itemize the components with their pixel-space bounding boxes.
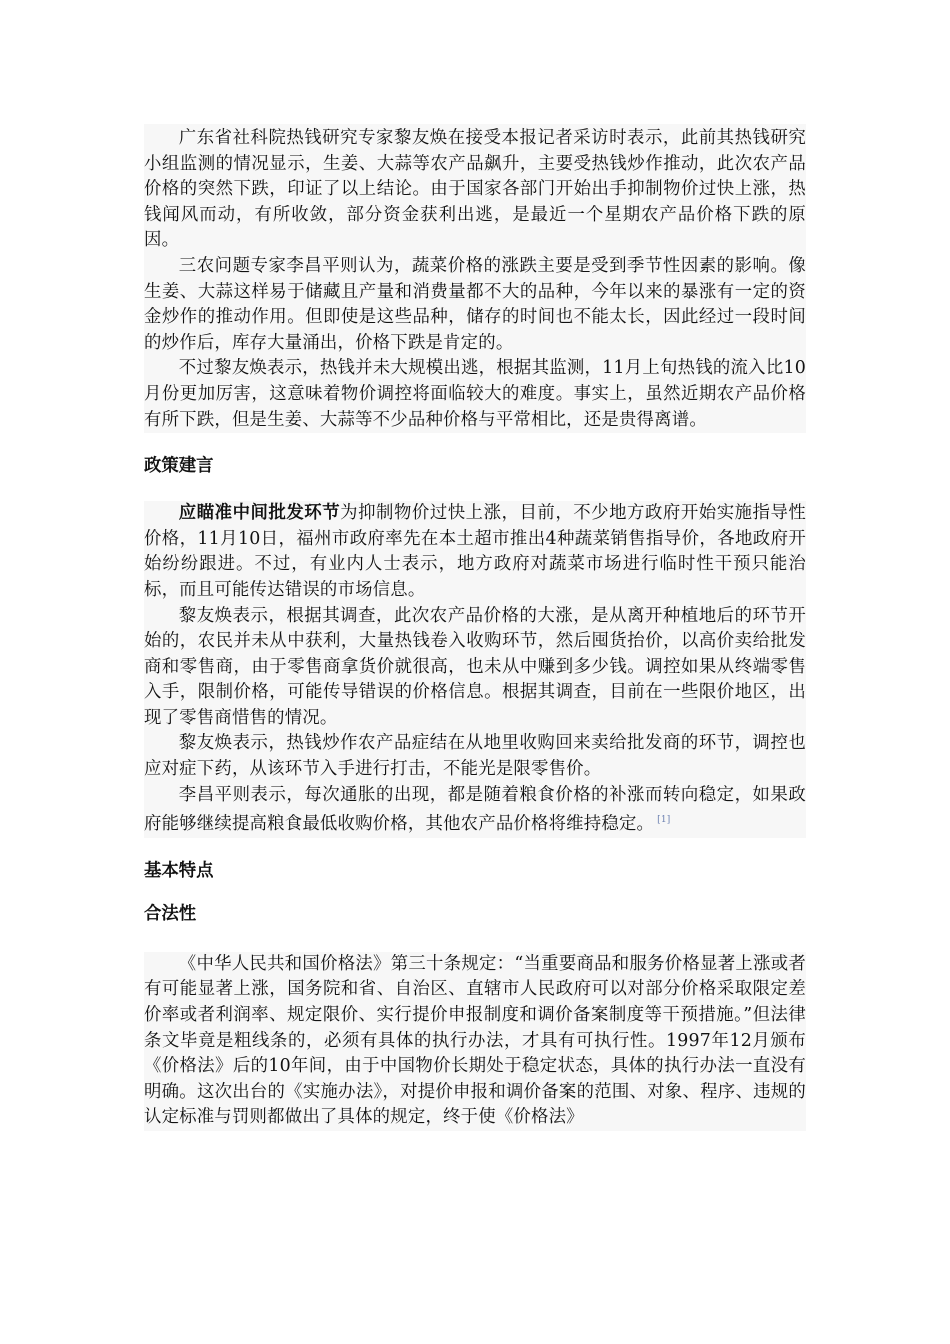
subsection-heading-legality: 合法性 (144, 903, 197, 924)
section-heading-policy: 政策建言 (144, 456, 214, 477)
paragraph: 黎友焕表示，热钱炒作农产品症结在从地里收购回来卖给批发商的环节，调控也应对症下药，从该环节入手进行打击，不能光是限零售价。 (144, 733, 806, 780)
paragraph: 《中华人民共和国价格法》第三十条规定：“当重要商品和服务价格显著上涨或者有可能显著上涨，国务院和省、自治区、直辖市人民政府可以对部分价格采取限定差价率或者利润率、规定限价、实行提价申报制度和调价备案制度等干预措施。”但法律条文毕竟是粗线条的，必须有具体的执行办法，才具有可执行性。1997年12月颁布《价格法》后的10年间，由于中国物价长期处于稳定状态，具体的执行办法一直没有明确。这次出台的《实施办法》，对提价申报和调价备案的范围、对象、程序、违规的认定标准与罚则都做出了具体的规定，终于使《价格法》 (144, 953, 806, 1128)
paragraph-text: 李昌平则表示，每次通胀的出现，都是随着粮食价格的补涨而转向稳定，如果政府能够继续提高粮食最低收购价格，其他农产品价格将维持稳定。 (144, 784, 806, 835)
paragraph (144, 501, 806, 603)
paragraph: 黎友焕表示，根据其调查，此次农产品价格的大涨，是从离开种植地后的环节开始的，农民并未从中获利，大量热钱卷入收购环节，然后囤货抬价，以高价卖给批发商和零售商，由于零售商拿货价就很高，也未从中赚到多少钱。调控如果从终端零售入手，限制价格，可能传导错误的价格信息。根据其调查，目前在一些限价地区，出现了零售商惜售的情况。 (144, 605, 806, 728)
section-legality (144, 952, 806, 1131)
paragraph-text: 为抑制物价过快上涨，目前，不少地方政府开始实施指导性价格，11月10日，福州市政府率先在本土超市推出4种蔬菜销售指导价，各地政府开始纷纷跟进。不过，有业内人士表示，地方政府对蔬菜市场进行临时性干预只能治标，而且可能传达错误的市场信息。 (144, 503, 806, 600)
document-page (144, 124, 806, 1131)
paragraph (144, 783, 806, 838)
paragraph: 三农问题专家李昌平则认为，蔬菜价格的涨跌主要是受到季节性因素的影响。像生姜、大蒜这样易于储藏且产量和消费量都不大的品种，今年以来的暴涨有一定的资金炒作的推动作用。但即使是这些品种，储存的时间也不能太长，因此经过一段时间的炒作后，库存大量涌出，价格下跌是肯定的。 (144, 255, 806, 353)
reference-link[interactable]: [1] (657, 815, 671, 826)
paragraph: 不过黎友焕表示，热钱并未大规模出逃，根据其监测，11月上旬热钱的流入比10月份更加厉害，这意味着物价调控将面临较大的难度。事实上，虽然近期农产品价格有所下跌，但是生姜、大蒜等不少品种价格与平常相比，还是贵得离谱。 (144, 358, 806, 430)
section-heading-basic: 基本特点 (144, 860, 214, 881)
paragraph-lead: 应瞄准中间批发环节 (178, 503, 341, 524)
section-policy (144, 501, 806, 838)
section-hot-money (144, 124, 806, 433)
paragraph: 广东省社科院热钱研究专家黎友焕在接受本报记者采访时表示，此前其热钱研究小组监测的情况显示，生姜、大蒜等农产品飙升，主要受热钱炒作推动，此次农产品价格的突然下跌，印证了以上结论。由于国家各部门开始出手抑制物价过快上涨，热钱闻风而动，有所收敛，部分资金获利出逃，是最近一个星期农产品价格下跌的原因。 (144, 128, 806, 251)
